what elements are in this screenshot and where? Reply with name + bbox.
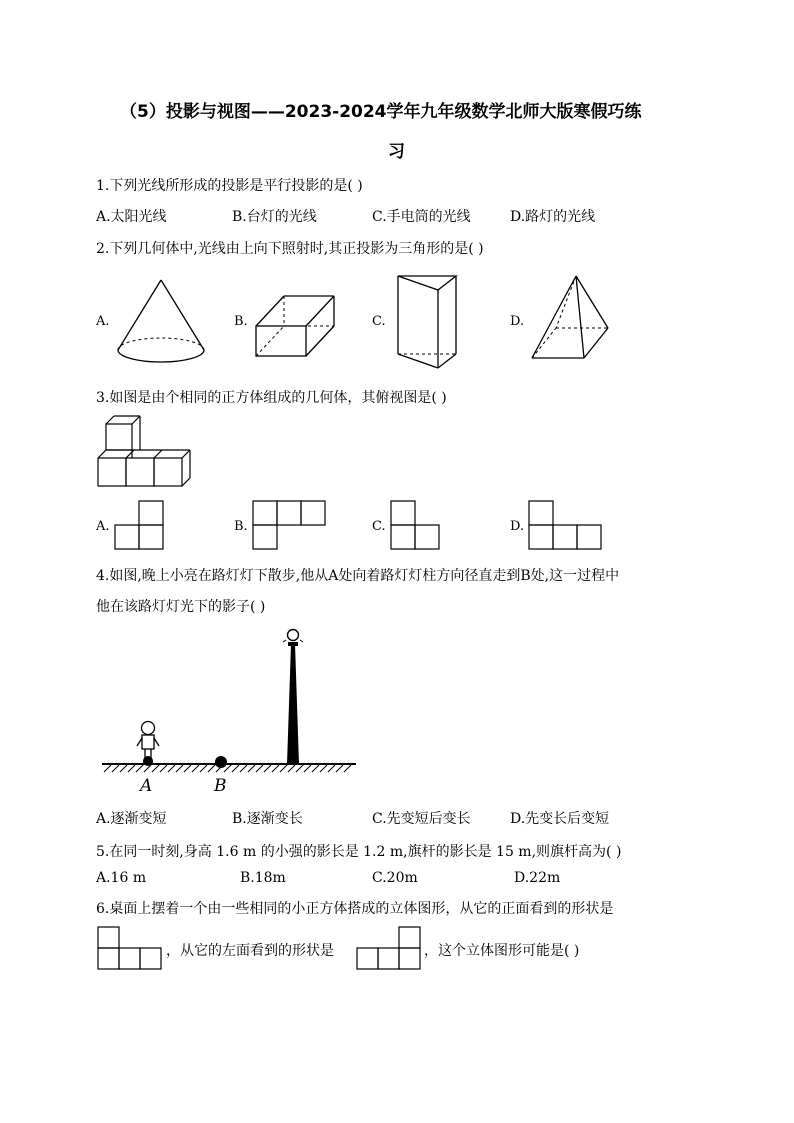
doc-title-line1: （5）投影与视图——2023-2024学年九年级数学北师大版寒假巧练 bbox=[120, 102, 642, 122]
question-6-line1: 6.桌面上摆着一个由一些相同的小正方体搭成的立体图形，从它的正面看到的形状是 bbox=[96, 901, 614, 917]
point-b-label: B bbox=[214, 776, 227, 796]
question-5: 5.在同一时刻,身高 1.6 m 的小强的影长是 1.2 m,旗杆的影长是 15 m,则旗杆高为( ) bbox=[96, 844, 622, 860]
question-3: 3.如图是由个相同的正方体组成的几何体，其俯视图是( ) bbox=[96, 390, 447, 406]
q6-front-view-grid bbox=[97, 926, 163, 970]
q2-label-b: B. bbox=[234, 314, 248, 329]
question-4-line1 bbox=[96, 565, 619, 585]
q6-left-view-grid bbox=[356, 926, 422, 970]
question-6-end: ，这个立体图形可能是( ) bbox=[424, 943, 580, 959]
q3-option-b-grid bbox=[252, 500, 328, 552]
pyramid-figure bbox=[528, 272, 614, 364]
triangular-prism-figure bbox=[394, 272, 466, 372]
point-a-label: A bbox=[140, 776, 153, 796]
streetlight-figure bbox=[100, 626, 360, 796]
q5-option-a: A.16 m bbox=[96, 870, 147, 886]
q4-option-c: C.先变短后变长 bbox=[372, 811, 471, 827]
q2-label-a: A. bbox=[96, 314, 110, 329]
q5-option-c: C.20m bbox=[372, 870, 418, 886]
q3-label-b: B. bbox=[234, 519, 248, 534]
q3-option-c-grid bbox=[390, 500, 442, 552]
cone-figure bbox=[112, 278, 212, 370]
question-2: 2.下列几何体中,光线由上向下照射时,其正投影为三角形的是( ) bbox=[96, 241, 484, 257]
question-4-text: 4.如图,晚上小亮在路灯灯下散步,他从A处向着路灯灯柱方向径直走到B处,这一过程中 bbox=[96, 568, 620, 584]
cube-stack-figure bbox=[96, 414, 206, 490]
q3-option-d-grid bbox=[528, 500, 606, 552]
q5-option-d: D.22m bbox=[514, 870, 561, 886]
q5-option-b: B.18m bbox=[240, 870, 286, 886]
doc-title-line2: 习 bbox=[388, 142, 405, 162]
question-6-mid: ，从它的左面看到的形状是 bbox=[166, 943, 334, 959]
q1-option-c: C.手电筒的光线 bbox=[372, 209, 471, 225]
q4-option-d: D.先变长后变短 bbox=[510, 811, 610, 827]
q2-label-d: D. bbox=[510, 314, 525, 329]
q4-option-a: A.逐渐变短 bbox=[96, 811, 167, 827]
cuboid-figure bbox=[254, 290, 344, 360]
question-1: 1.下列光线所形成的投影是平行投影的是( ) bbox=[96, 178, 363, 194]
q1-option-b: B.台灯的光线 bbox=[232, 209, 317, 225]
q2-label-c: C. bbox=[372, 314, 386, 329]
q1-option-a: A.太阳光线 bbox=[96, 209, 167, 225]
q3-option-a-grid bbox=[114, 500, 166, 552]
q3-label-a: A. bbox=[96, 519, 110, 534]
q3-label-d: D. bbox=[510, 519, 525, 534]
q4-option-b: B.逐渐变长 bbox=[232, 811, 303, 827]
question-4-line2: 他在该路灯灯光下的影子( ) bbox=[96, 599, 266, 615]
q1-option-d: D.路灯的光线 bbox=[510, 209, 596, 225]
q3-label-c: C. bbox=[372, 519, 386, 534]
